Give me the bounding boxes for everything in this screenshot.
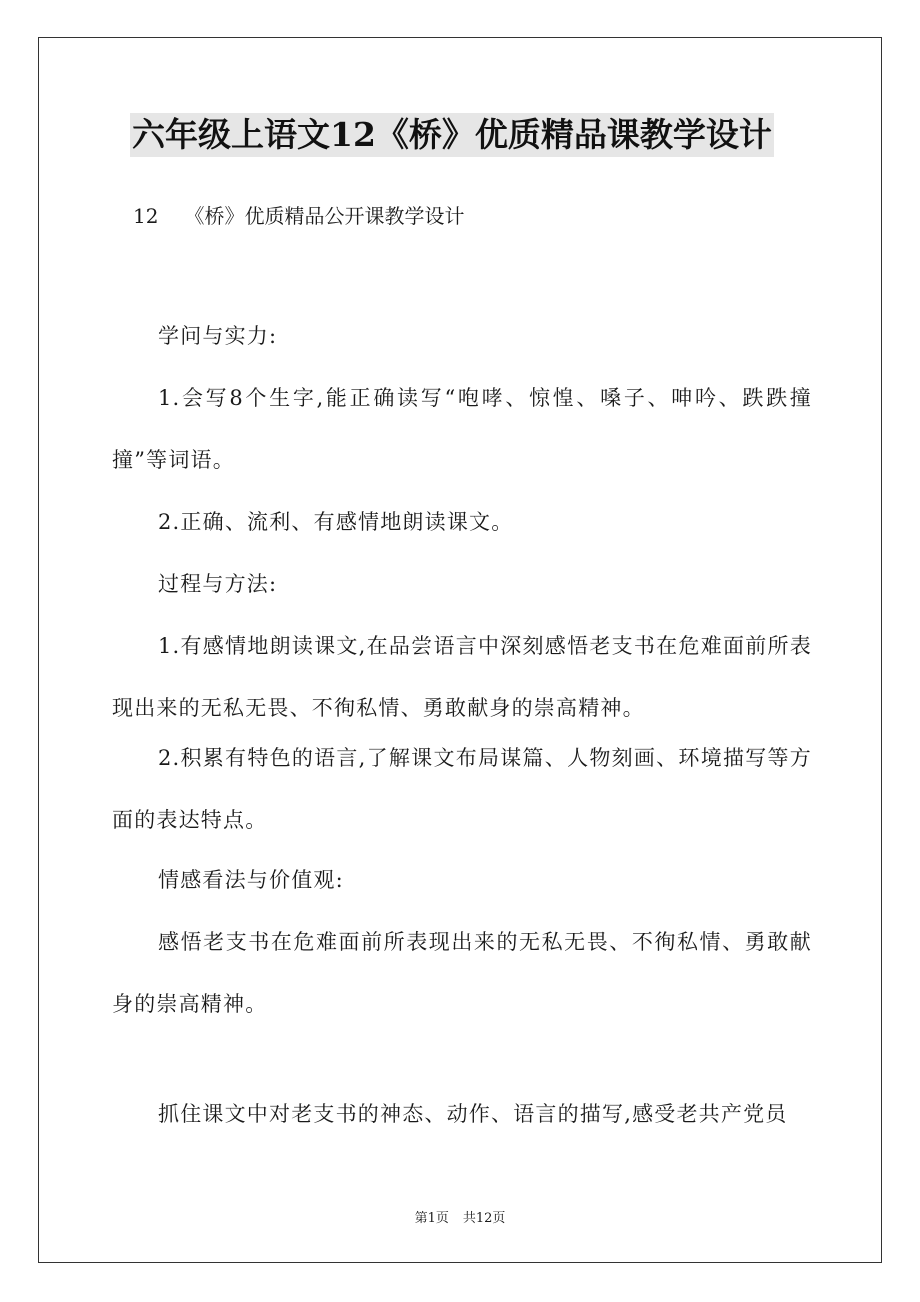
page-number: 第1页 [414,1211,449,1226]
page-footer [0,1207,920,1226]
paragraph: 抓住课文中对老支书的神态、动作、语言的描写,感受老共产党员 [158,1102,788,1126]
paragraph: 2.积累有特色的语言,了解课文布局谋篇、人物刻画、环境描写等方面的表达特点。 [112,746,812,832]
section-heading-knowledge: 学问与实力: [158,324,278,348]
section-heading-emotion: 情感看法与价值观: [158,868,344,892]
subtitle-text: 《桥》优质精品公开课教学设计 [184,204,465,228]
paragraph: 1.有感情地朗读课文,在品尝语言中深刻感悟老支书在危难面前所表现出来的无私无畏、不徇私情、勇敢献身的崇高精神。 [112,634,812,720]
document-subtitle [133,200,464,229]
paragraph: 2.正确、流利、有感情地朗读课文。 [158,510,514,534]
paragraph: 1.会写8个生字,能正确读写“咆哮、惊惶、嗓子、呻吟、跌跌撞撞”等词语。 [112,386,812,472]
section-heading-process: 过程与方法: [158,572,278,596]
paragraph: 感悟老支书在危难面前所表现出来的无私无畏、不徇私情、勇敢献身的崇高精神。 [112,930,812,1016]
document-title: 六年级上语文12《桥》优质精品课教学设计 [130,113,774,157]
page-total: 共12页 [462,1211,506,1226]
subtitle-number: 12 [133,204,159,228]
